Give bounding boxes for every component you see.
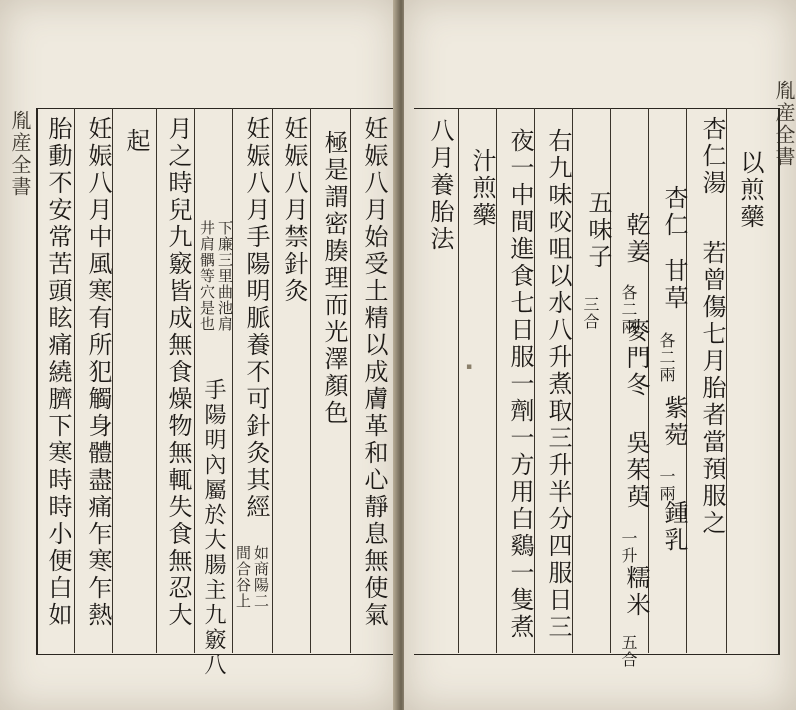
dosage-note: 三合 [581, 296, 600, 330]
prescription-name: 杏仁湯 [698, 116, 726, 197]
right-edge-title: 胤産全書 [772, 80, 796, 168]
left-edge-title: 胤産全書 [8, 110, 32, 198]
ingredient: 乾姜 [622, 212, 650, 266]
ingredient: 杏仁 [660, 185, 688, 239]
right-page [404, 0, 796, 710]
ingredient: 紫菀 [660, 395, 688, 449]
text-column: 以煎藥 [736, 150, 764, 231]
annotation-note: 井肩髃等穴是也 [198, 220, 216, 332]
text-column: 右九味㕮咀以水八升煮取三升半分四服日三 [544, 128, 572, 641]
text-column: 妊娠八月中風寒有所犯觸身體盡痛乍寒乍熱 [84, 116, 112, 629]
dosage-note: 各二兩 [619, 284, 638, 335]
text-column: 若曾傷七月胎者當預服之 [698, 240, 726, 537]
ingredient: 甘草 [660, 258, 688, 312]
text-column: 妊娠八月禁針灸 [280, 116, 308, 305]
text-column: 起 [122, 128, 150, 155]
ingredient: 麥門冬 [622, 318, 650, 399]
dosage-note: 一升 [619, 530, 638, 564]
text-column: 胎動不安常苦頭眩痛繞臍下寒時時小便白如 [44, 116, 72, 629]
text-column: 極是謂密腠理而光澤顏色 [320, 130, 348, 427]
text-column: 手陽明內屬於大腸主九竅八 [201, 378, 226, 678]
ingredient: 吳茱萸 [622, 430, 650, 511]
ingredient: 鍾乳 [660, 500, 688, 554]
dosage-note: 五合 [619, 634, 638, 668]
ink-mark: ▪ [466, 362, 473, 372]
section-heading: 八月養胎法 [426, 118, 454, 253]
dosage-note: 一兩 [657, 468, 676, 502]
column-rule [458, 108, 459, 653]
ingredient: 糯米 [622, 565, 650, 619]
annotation-note: 如商陽二 [252, 545, 270, 609]
text-column: 月之時兒九竅皆成無食燥物無輒失食無忍大 [164, 116, 192, 629]
ingredient: 五味子 [584, 190, 612, 271]
column-rule [232, 108, 233, 653]
annotation-note: 下廉三里曲池肩 [216, 220, 234, 332]
text-column: 妊娠八月始受土精以成膚革和心靜息無使氣 [360, 116, 388, 629]
column-rule [156, 108, 157, 653]
text-column: 汁煎藥 [468, 148, 496, 229]
dosage-note: 各二兩 [657, 332, 676, 383]
annotation-note: 間合谷上 [234, 545, 252, 609]
text-column: 夜一中間進食七日服一劑一方用白鷄一隻煮 [506, 128, 534, 641]
text-column: 妊娠八月手陽明脈養不可針灸其經 [242, 116, 270, 521]
